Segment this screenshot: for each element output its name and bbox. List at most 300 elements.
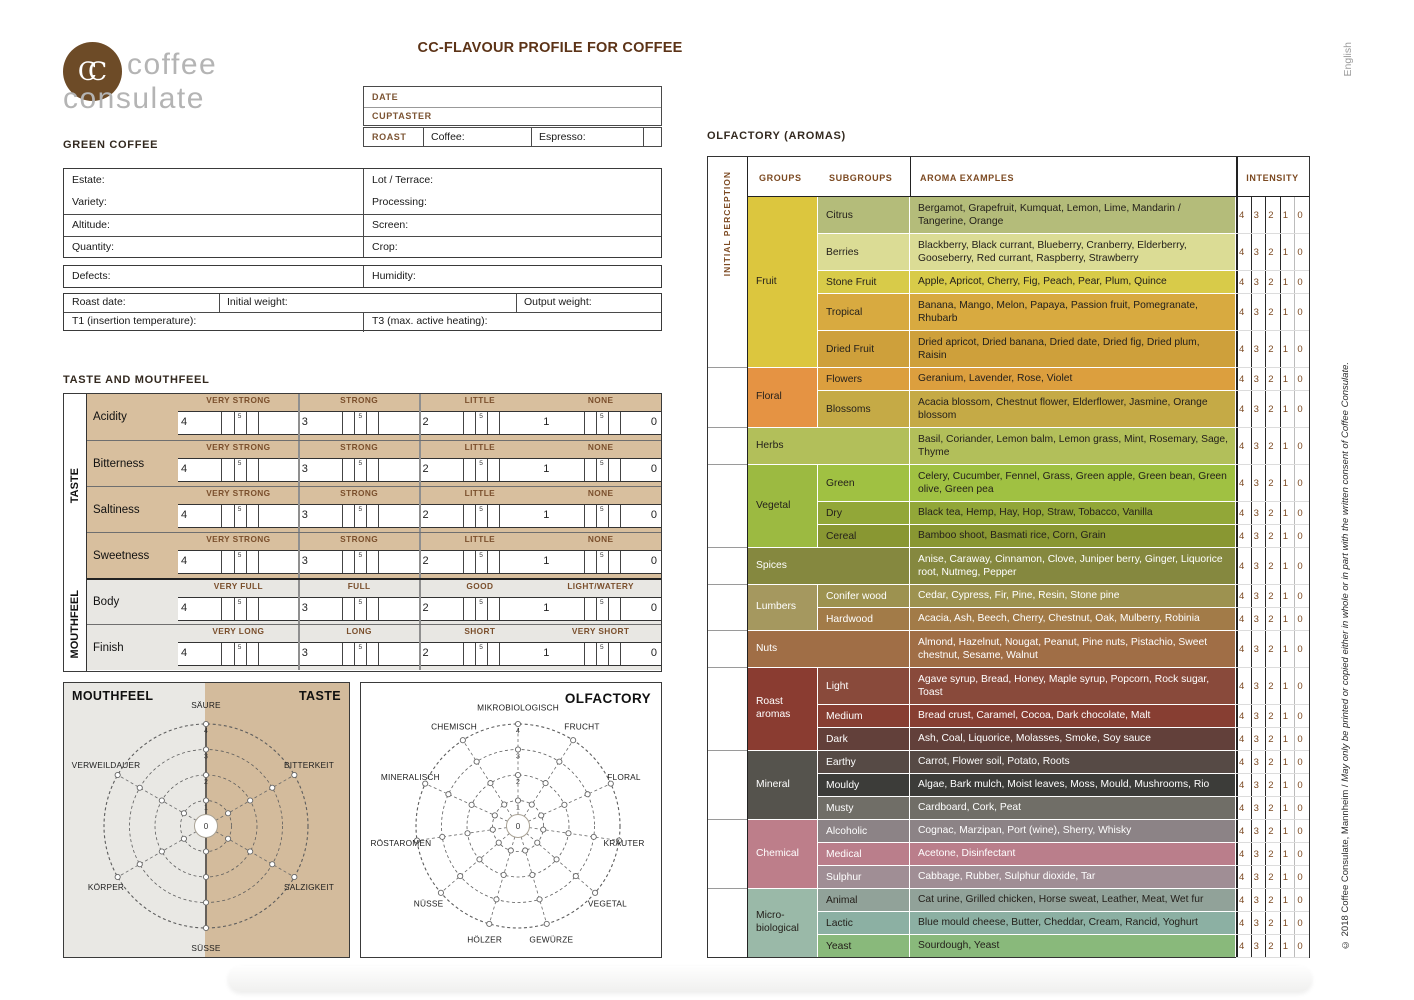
half-mark: 5: [600, 644, 604, 651]
intensity-cell[interactable]: 3: [1253, 507, 1259, 519]
group-cell: Spices: [748, 548, 909, 584]
defects-humidity-table: [63, 265, 662, 288]
subgroup-cell: Stone Fruit: [818, 271, 909, 293]
intensity-cell[interactable]: 1: [1282, 917, 1289, 929]
intensity-cell[interactable]: 0: [1297, 209, 1303, 221]
scale-number: 2: [422, 555, 429, 567]
intensity-cell[interactable]: 0: [1297, 507, 1303, 519]
intensity-cell[interactable]: 3: [1253, 403, 1259, 415]
zone-label: VERY FULL: [213, 581, 263, 591]
half-mark: 5: [358, 506, 363, 513]
intensity-cell[interactable]: 1: [1282, 802, 1289, 814]
intensity-cell[interactable]: 2: [1268, 848, 1274, 860]
intensity-cell[interactable]: 0: [1297, 871, 1303, 883]
logo-monogram: CC: [77, 57, 99, 86]
aroma-examples-cell: Black tea, Hemp, Hay, Hop, Straw, Tobacco, Vanilla: [910, 502, 1235, 524]
intensity-cell[interactable]: 0: [1297, 440, 1303, 452]
divider: [363, 312, 364, 332]
intensity-cell[interactable]: 4: [1239, 590, 1245, 602]
roast-coffee-field[interactable]: Coffee:: [431, 131, 465, 143]
intensity-cell[interactable]: 2: [1268, 894, 1274, 906]
subgroup-cell: Green: [818, 465, 909, 501]
green-coffee-heading: GREEN COFFEE: [63, 139, 159, 151]
intensity-cell[interactable]: 2: [1268, 507, 1274, 519]
scale-number: 4: [181, 602, 188, 614]
tick-mark: [221, 643, 222, 665]
tick-mark: [463, 412, 464, 434]
taste-row: [87, 486, 661, 532]
group-separator: [708, 750, 747, 751]
svg-text:1: 1: [516, 804, 520, 812]
intensity-cell[interactable]: 4: [1239, 756, 1245, 768]
intensity-cell[interactable]: 1: [1282, 440, 1289, 452]
intensity-cell[interactable]: 4: [1239, 403, 1245, 415]
intensity-cell[interactable]: 3: [1253, 802, 1259, 814]
intensity-cell[interactable]: 4: [1239, 209, 1245, 221]
tick-mark: [221, 459, 222, 481]
intensity-cell[interactable]: 2: [1268, 440, 1274, 452]
zone-label: STRONG: [340, 442, 379, 452]
tick-mark: [608, 643, 609, 665]
scale-number: 1: [543, 555, 550, 567]
intensity-cell[interactable]: 2: [1268, 373, 1274, 385]
tick-mark: [366, 412, 367, 434]
intensity-cell[interactable]: 2: [1268, 530, 1274, 542]
scale-quarter: [540, 459, 661, 481]
tick-mark: [608, 412, 609, 434]
intensity-cell[interactable]: 2: [1268, 560, 1274, 572]
aroma-examples-cell: Ash, Coal, Liquorice, Molasses, Smoke, Soy sauce: [910, 728, 1235, 750]
radar-axis-label: VEGETAL: [587, 898, 627, 909]
intensity-cell[interactable]: 4: [1239, 802, 1245, 814]
intensity-cell[interactable]: 4: [1239, 848, 1245, 860]
tick-mark: [499, 412, 500, 434]
aroma-examples-cell: Bread crust, Caramel, Cocoa, Dark chocolate, Malt: [910, 705, 1235, 727]
tick-mark: [366, 505, 367, 527]
intensity-cell[interactable]: 2: [1268, 710, 1274, 722]
intensity-cell[interactable]: 2: [1268, 477, 1274, 489]
intensity-cell[interactable]: 1: [1282, 779, 1289, 791]
tick-mark: [246, 643, 247, 665]
group-separator: [708, 630, 747, 631]
scale-quarter: [540, 598, 661, 620]
half-mark: 5: [600, 599, 604, 606]
group-cell: Vegetal: [748, 465, 817, 547]
intensity-cell[interactable]: 1: [1282, 477, 1289, 489]
intensity-cell[interactable]: 4: [1239, 373, 1245, 385]
aroma-examples-cell: Cognac, Marzipan, Port (wine), Sherry, Whisky: [910, 820, 1235, 842]
svg-text:3: 3: [204, 753, 208, 761]
intensity-cell[interactable]: 0: [1297, 940, 1303, 952]
scale-quarter: [540, 643, 661, 665]
half-mark: 5: [237, 599, 242, 606]
intensity-cell[interactable]: 2: [1268, 733, 1274, 745]
divider: [643, 128, 644, 146]
intensity-cell[interactable]: 0: [1297, 643, 1303, 655]
intensity-cell[interactable]: 0: [1297, 756, 1303, 768]
divider: [910, 157, 911, 197]
intensity-cell[interactable]: 1: [1282, 894, 1289, 906]
intensity-cell[interactable]: 3: [1253, 246, 1259, 258]
intensity-cell[interactable]: 4: [1239, 276, 1245, 288]
aroma-examples-cell: Cedar, Cypress, Fir, Pine, Resin, Stone pine: [910, 585, 1235, 607]
intensity-cell[interactable]: 2: [1268, 613, 1274, 625]
intensity-cell[interactable]: 2: [1268, 276, 1274, 288]
half-mark: 5: [358, 599, 363, 606]
tick-mark: [342, 412, 343, 434]
scale-quarter: [420, 643, 541, 665]
intensity-cell[interactable]: 4: [1239, 613, 1245, 625]
intensity-cell[interactable]: 3: [1253, 917, 1259, 929]
tick-mark: [342, 643, 343, 665]
attribute-label: Acidity: [93, 411, 127, 423]
intensity-cell[interactable]: 0: [1297, 848, 1303, 860]
intensity-cell[interactable]: 3: [1253, 848, 1259, 860]
scale-quarter: [420, 412, 541, 434]
intensity-cell[interactable]: 1: [1282, 560, 1289, 572]
intensity-cell[interactable]: 2: [1268, 643, 1274, 655]
intensity-cell[interactable]: 1: [1282, 871, 1289, 883]
output-weight-field[interactable]: Output weight:: [524, 296, 592, 308]
tick-mark: [499, 505, 500, 527]
intensity-cell[interactable]: 4: [1239, 680, 1245, 692]
tick-mark: [342, 598, 343, 620]
subgroup-cell: Dry: [818, 502, 909, 524]
zone-label: LONG: [346, 626, 372, 636]
intensity-cell[interactable]: 3: [1253, 825, 1259, 837]
subgroup-cell: Medium: [818, 705, 909, 727]
language-label: English: [1342, 41, 1354, 77]
aroma-examples-cell: Dried apricot, Dried banana, Dried date, Dried fig, Dried plum, Raisin: [910, 331, 1235, 367]
zone-label: NONE: [587, 534, 614, 544]
tick-mark: [499, 551, 500, 573]
group-cell: Roast aromas: [748, 668, 817, 750]
screen-field[interactable]: Screen:: [372, 219, 409, 231]
group-separator: [708, 667, 747, 668]
scale-number: 4: [181, 555, 188, 567]
intensity-cell[interactable]: 4: [1239, 710, 1245, 722]
intensity-cell[interactable]: 4: [1239, 733, 1245, 745]
intensity-cell[interactable]: 0: [1297, 613, 1303, 625]
lot-terrace-field[interactable]: Lot / Terrace:: [372, 174, 434, 186]
subgroup-cell: Hardwood: [818, 608, 909, 630]
intensity-cell[interactable]: 4: [1239, 477, 1245, 489]
intensity-cell[interactable]: 1: [1282, 940, 1289, 952]
intensity-cell[interactable]: 3: [1253, 306, 1259, 318]
intensity-cell[interactable]: 0: [1297, 477, 1303, 489]
tick-mark: [246, 598, 247, 620]
intensity-cell[interactable]: 3: [1253, 680, 1259, 692]
roast-date-field[interactable]: Roast date:: [72, 296, 126, 308]
t3-field[interactable]: T3 (max. active heating):: [372, 315, 488, 327]
zone-divider: [419, 441, 421, 486]
altitude-field[interactable]: Altitude:: [72, 219, 110, 231]
intensity-cell[interactable]: 3: [1253, 477, 1259, 489]
group-cell: Lumbers: [748, 585, 817, 630]
svg-text:0: 0: [515, 822, 521, 831]
intensity-cell[interactable]: 4: [1239, 306, 1245, 318]
intensity-cell[interactable]: 3: [1253, 871, 1259, 883]
scale-number: 0: [650, 463, 657, 475]
subgroup-cell: Alcoholic: [818, 820, 909, 842]
intensity-cell[interactable]: 3: [1253, 710, 1259, 722]
zone-label: FULL: [347, 581, 371, 591]
intensity-row-line: [1236, 957, 1309, 958]
intensity-cell[interactable]: 4: [1239, 560, 1245, 572]
intensity-cell[interactable]: 3: [1253, 894, 1259, 906]
intensity-cell[interactable]: 0: [1297, 403, 1303, 415]
taste-row: [87, 440, 661, 486]
aroma-examples-cell: Agave syrup, Bread, Honey, Maple syrup, Popcorn, Rock sugar, Toast: [910, 668, 1235, 704]
intensity-cell[interactable]: 4: [1239, 343, 1245, 355]
scale-quarter: [299, 412, 420, 434]
mouthfeel-title: MOUTHFEEL: [72, 689, 154, 703]
tick-mark: [258, 551, 259, 573]
scale-number: 3: [301, 602, 308, 614]
intensity-cell[interactable]: 0: [1297, 560, 1303, 572]
intensity-cell[interactable]: 4: [1239, 643, 1245, 655]
intensity-cell[interactable]: 4: [1239, 825, 1245, 837]
intensity-cell[interactable]: 1: [1282, 276, 1289, 288]
intensity-cell[interactable]: 1: [1282, 848, 1289, 860]
intensity-cell[interactable]: 1: [1282, 246, 1289, 258]
zone-label: VERY STRONG: [206, 442, 271, 452]
scale-quarter: [540, 412, 661, 434]
intensity-cell[interactable]: 0: [1297, 246, 1303, 258]
intensity-cell[interactable]: 0: [1297, 373, 1303, 385]
t1-field[interactable]: T1 (insertion temperature):: [72, 315, 197, 327]
intensity-cell[interactable]: 2: [1268, 825, 1274, 837]
olfactory-radar-panel: [360, 682, 662, 958]
intensity-cell[interactable]: 4: [1239, 871, 1245, 883]
scale-number: 4: [181, 509, 188, 521]
intensity-cell[interactable]: 2: [1268, 403, 1274, 415]
zone-label: LITTLE: [464, 488, 496, 498]
crop-field[interactable]: Crop:: [372, 241, 398, 253]
half-mark: 5: [600, 413, 604, 420]
scale-number: 3: [301, 555, 308, 567]
aroma-examples-cell: Algae, Bark mulch, Moist leaves, Moss, Mould, Mushrooms, Rio: [910, 774, 1235, 796]
page-bottom-shadow: [228, 966, 1312, 992]
radar-axis-label: FLORAL: [607, 771, 641, 782]
radar-axis-label: VERWEILDAUER: [71, 759, 141, 770]
group-cell: Fruit: [748, 197, 817, 367]
intensity-cell[interactable]: 0: [1297, 894, 1303, 906]
intensity-cell[interactable]: 3: [1253, 343, 1259, 355]
intensity-cell[interactable]: 0: [1297, 779, 1303, 791]
intensity-cell[interactable]: 3: [1253, 756, 1259, 768]
processing-field[interactable]: Processing:: [372, 196, 427, 208]
intensity-cell[interactable]: 3: [1253, 209, 1259, 221]
radar-axis-label: HÖLZER: [467, 934, 503, 945]
olfactory-title: OLFACTORY: [564, 691, 651, 706]
svg-text:4: 4: [516, 728, 520, 735]
intensity-cell[interactable]: 1: [1282, 209, 1289, 221]
intensity-cell[interactable]: 0: [1297, 276, 1303, 288]
intensity-cell[interactable]: 0: [1297, 343, 1303, 355]
intensity-cell[interactable]: 1: [1282, 507, 1289, 519]
svg-text:2: 2: [516, 779, 520, 786]
intensity-cell[interactable]: 4: [1239, 779, 1245, 791]
intensity-cell[interactable]: 3: [1253, 590, 1259, 602]
intensity-cell[interactable]: 1: [1282, 613, 1289, 625]
scale-number: 2: [422, 463, 429, 475]
intensity-cell[interactable]: 0: [1297, 306, 1303, 318]
radar-axis-label: SÄURE: [191, 700, 221, 710]
intensity-cell[interactable]: 0: [1297, 680, 1303, 692]
roast-espresso-field[interactable]: Espresso:: [539, 131, 586, 143]
tick-mark: [378, 505, 379, 527]
intensity-cell[interactable]: 3: [1253, 613, 1259, 625]
intensity-cell[interactable]: 1: [1282, 756, 1289, 768]
intensity-cell[interactable]: 2: [1268, 209, 1274, 221]
intensity-cell[interactable]: 2: [1268, 779, 1274, 791]
aroma-examples-cell: Acacia, Ash, Beech, Cherry, Chestnut, Oak, Mulberry, Robinia: [910, 608, 1235, 630]
intensity-cell[interactable]: 2: [1268, 871, 1274, 883]
intensity-cell[interactable]: 3: [1253, 643, 1259, 655]
scale-number: 0: [650, 555, 657, 567]
intensity-cell[interactable]: 0: [1297, 590, 1303, 602]
scale-quarter: [420, 598, 541, 620]
subgroup-cell: Cereal: [818, 525, 909, 547]
taste-mouthfeel-heading: TASTE AND MOUTHFEEL: [63, 374, 210, 386]
scale-quarter: [420, 505, 541, 527]
taste-radar-chart[interactable]: [64, 683, 348, 956]
scale-number: 3: [301, 509, 308, 521]
intensity-cell[interactable]: 2: [1268, 680, 1274, 692]
scale-quarter: [178, 598, 299, 620]
tick-mark: [221, 551, 222, 573]
intensity-cell[interactable]: 1: [1282, 825, 1289, 837]
aroma-examples-cell: Basil, Coriander, Lemon balm, Lemon grass, Mint, Rosemary, Sage, Thyme: [910, 428, 1235, 464]
subgroup-cell: Dried Fruit: [818, 331, 909, 367]
taste-mouthfeel-table: [63, 393, 662, 672]
tick-mark: [221, 598, 222, 620]
intensity-cell[interactable]: 1: [1282, 680, 1289, 692]
half-mark: 5: [600, 506, 604, 513]
olfactory-radar-chart[interactable]: [361, 683, 660, 956]
copyright-notice: [1340, 248, 1356, 950]
intensity-cell[interactable]: 1: [1282, 403, 1289, 415]
initial-weight-field[interactable]: Initial weight:: [227, 296, 288, 308]
aroma-examples-cell: Bergamot, Grapefruit, Kumquat, Lemon, Lime, Mandarin / Tangerine, Orange: [910, 197, 1235, 233]
intensity-cell[interactable]: 2: [1268, 306, 1274, 318]
intensity-cell[interactable]: 2: [1268, 590, 1274, 602]
half-mark: 5: [600, 460, 604, 467]
intensity-cell[interactable]: 0: [1297, 733, 1303, 745]
intensity-cell[interactable]: 3: [1253, 940, 1259, 952]
estate-field[interactable]: Estate:: [72, 174, 105, 186]
taste-row: [87, 532, 661, 578]
intensity-cell[interactable]: 3: [1253, 560, 1259, 572]
variety-field[interactable]: Variety:: [72, 196, 107, 208]
tick-mark: [487, 598, 488, 620]
intensity-cell[interactable]: 3: [1253, 440, 1259, 452]
intensity-cell[interactable]: 0: [1297, 825, 1303, 837]
tick-mark: [258, 643, 259, 665]
intensity-cell[interactable]: 2: [1268, 343, 1274, 355]
intensity-cell[interactable]: 1: [1282, 306, 1289, 318]
intensity-cell[interactable]: 4: [1239, 440, 1245, 452]
half-mark: 5: [358, 552, 363, 559]
intensity-cell[interactable]: 1: [1282, 343, 1289, 355]
group-cell: Herbs: [748, 428, 909, 464]
intensity-cell[interactable]: 1: [1282, 710, 1289, 722]
scale-quarter: [178, 459, 299, 481]
tick-mark: [246, 459, 247, 481]
intensity-cell[interactable]: 3: [1253, 733, 1259, 745]
scale-number: 3: [301, 463, 308, 475]
humidity-field[interactable]: Humidity:: [372, 270, 416, 282]
intensity-cell[interactable]: 3: [1253, 530, 1259, 542]
intensity-cell[interactable]: 3: [1253, 373, 1259, 385]
intensity-cell[interactable]: 4: [1239, 940, 1245, 952]
date-field[interactable]: [364, 87, 661, 108]
aroma-examples-cell: Anise, Caraway, Cinnamon, Clove, Juniper berry, Ginger, Liquorice root, Nutmeg, Pepper: [910, 548, 1235, 584]
intensity-cell[interactable]: 4: [1239, 917, 1245, 929]
intensity-cell[interactable]: 0: [1297, 710, 1303, 722]
intensity-cell[interactable]: 3: [1253, 779, 1259, 791]
logo-word-coffee: coffee: [127, 48, 218, 81]
tick-mark: [378, 459, 379, 481]
aroma-examples-cell: Acetone, Disinfectant: [910, 843, 1235, 865]
tick-mark: [463, 551, 464, 573]
intensity-cell[interactable]: 1: [1282, 733, 1289, 745]
tick-mark: [620, 598, 621, 620]
tick-mark: [584, 459, 585, 481]
scale-number: 1: [543, 647, 550, 659]
intensity-cell[interactable]: 2: [1268, 802, 1274, 814]
tick-mark: [620, 459, 621, 481]
half-mark: 5: [479, 506, 483, 513]
tick-mark: [258, 412, 259, 434]
intensity-cell[interactable]: 1: [1282, 590, 1289, 602]
subgroup-cell: Conifer wood: [818, 585, 909, 607]
intensity-cell[interactable]: 2: [1268, 246, 1274, 258]
tick-mark: [342, 505, 343, 527]
intensity-cell[interactable]: 2: [1268, 756, 1274, 768]
intensity-cell[interactable]: 0: [1297, 917, 1303, 929]
intensity-cell[interactable]: 2: [1268, 917, 1274, 929]
intensity-cell[interactable]: 4: [1239, 507, 1245, 519]
intensity-cell[interactable]: 1: [1282, 643, 1289, 655]
olfactory-aromas-heading: OLFACTORY (AROMAS): [707, 130, 846, 142]
aroma-examples-cell: Cabbage, Rubber, Sulphur dioxide, Tar: [910, 866, 1235, 888]
intensity-cell[interactable]: 0: [1297, 530, 1303, 542]
scale-number: 0: [650, 509, 657, 521]
groups-column-header: GROUPS: [759, 173, 802, 183]
intensity-cell[interactable]: 4: [1239, 530, 1245, 542]
zone-divider: [298, 394, 300, 440]
intensity-cell[interactable]: 1: [1282, 373, 1289, 385]
cuptaster-field[interactable]: [364, 107, 661, 125]
tick-mark: [463, 643, 464, 665]
intensity-cell[interactable]: 2: [1268, 940, 1274, 952]
intensity-cell[interactable]: 4: [1239, 246, 1245, 258]
defects-field[interactable]: Defects:: [72, 270, 111, 282]
tick-mark: [620, 643, 621, 665]
tick-mark: [366, 643, 367, 665]
tick-mark: [378, 643, 379, 665]
intensity-cell[interactable]: 0: [1297, 802, 1303, 814]
intensity-cell[interactable]: 3: [1253, 276, 1259, 288]
intensity-cell[interactable]: 1: [1282, 530, 1289, 542]
quantity-field[interactable]: Quantity:: [72, 241, 115, 253]
intensity-cell[interactable]: 4: [1239, 894, 1245, 906]
tick-mark: [221, 412, 222, 434]
zone-label: STRONG: [340, 488, 379, 498]
scale-number: 2: [422, 509, 429, 521]
